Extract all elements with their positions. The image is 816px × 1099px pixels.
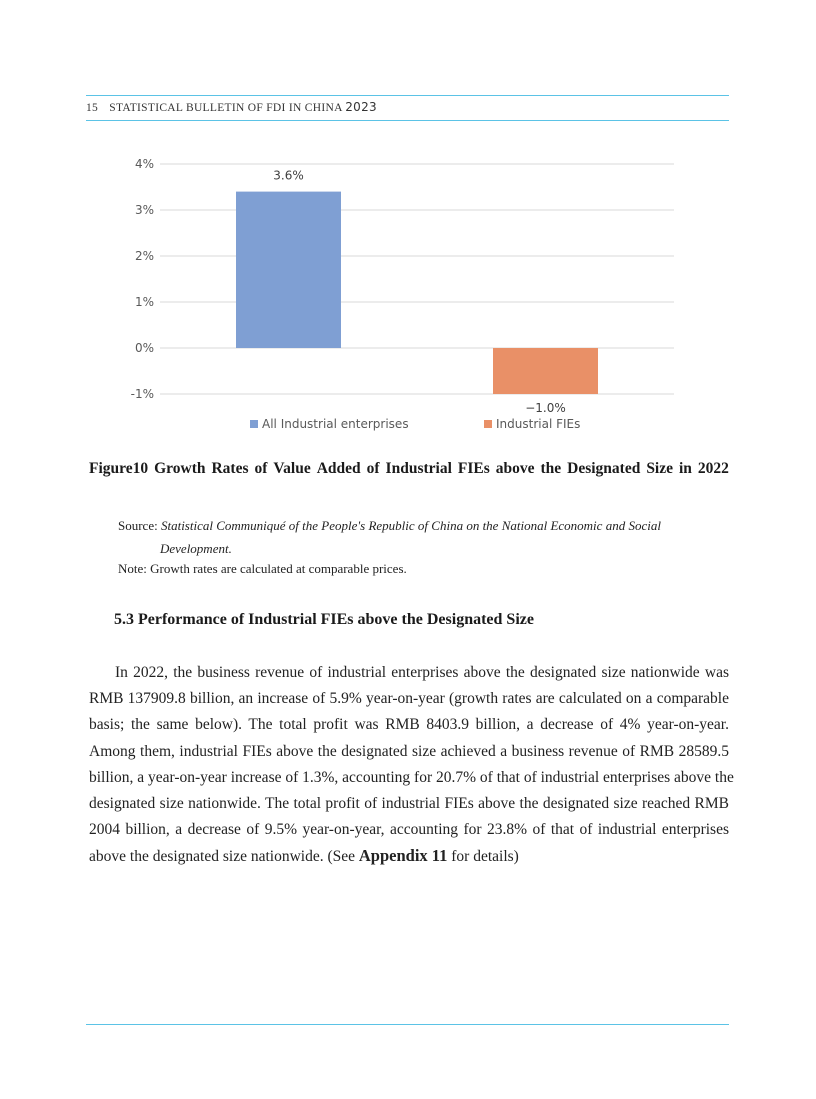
publication-year: 2023 <box>345 100 377 114</box>
appendix-reference: Appendix 11 <box>358 846 448 866</box>
y-tick-label: 4% <box>134 157 154 171</box>
legend-swatch <box>250 420 258 428</box>
caption-word: Value <box>273 460 311 477</box>
caption-word: the <box>540 460 562 477</box>
caption-word: Industrial <box>385 460 452 477</box>
bar <box>236 192 341 348</box>
running-header <box>86 95 729 121</box>
paragraph-text: for details) <box>447 848 519 866</box>
publication-title: STATISTICAL BULLETIN OF FDI IN CHINA <box>109 102 343 114</box>
caption-word: Figure10 <box>89 460 149 477</box>
y-tick-label: 3% <box>134 203 154 217</box>
paragraph-line: In 2022, the business revenue of industrial enterprises above the designated size nationwide was <box>115 664 729 681</box>
caption-word: Designated <box>567 460 641 477</box>
growth-rate-bar-chart <box>86 150 726 440</box>
legend-swatch <box>484 420 492 428</box>
legend-label: All Industrial enterprises <box>262 417 409 431</box>
caption-word: Growth <box>154 460 206 477</box>
bar <box>493 348 598 394</box>
paragraph-line-last <box>89 843 729 870</box>
paragraph-text: above the designated size nationwide. (See <box>89 848 359 866</box>
caption-word: in <box>678 460 692 477</box>
y-tick-label: 1% <box>134 295 154 309</box>
y-tick-label: 2% <box>134 249 154 263</box>
page-number: 15 <box>86 102 99 114</box>
source-text-line2: Development. <box>160 541 232 556</box>
paragraph-line: Among them, industrial FIEs above the designated size achieved a business revenue of RMB 28589.5 <box>89 742 729 760</box>
data-label: 3.6% <box>273 168 304 183</box>
source-label: Source: <box>118 518 158 533</box>
source-text-line1: Statistical Communiqué of the People's Republic of China on the National Economic and Social <box>160 518 661 533</box>
caption-word: 2022 <box>697 460 729 477</box>
paragraph-line: designated size nationwide. The total profit of industrial FIEs above the designated size reached RMB <box>89 795 729 813</box>
paragraph-line: 2004 billion, a decrease of 9.5% year-on-year, accounting for 23.8% of that of industrial enterprises <box>89 821 729 839</box>
y-tick-label: 0% <box>134 341 154 355</box>
note-text: Note: Growth rates are calculated at comparable prices. <box>118 561 407 576</box>
y-tick-label: -1% <box>130 387 154 401</box>
caption-word: FIEs <box>457 460 490 477</box>
section-title: 5.3 Performance of Industrial FIEs above the Designated Size <box>114 611 534 628</box>
legend-label: Industrial FIEs <box>496 417 581 431</box>
footer-rule <box>86 1024 729 1025</box>
caption-word: Size <box>646 460 673 477</box>
caption-word: of <box>254 460 268 477</box>
paragraph-line: basis; the same below). The total profit was RMB 8403.9 billion, a decrease of 4% year-on-year. <box>89 716 729 734</box>
caption-word: of <box>366 460 380 477</box>
data-label: −1.0% <box>525 401 566 415</box>
figure-caption <box>89 460 729 478</box>
source-note <box>118 514 728 560</box>
body-paragraph <box>89 660 734 871</box>
caption-word: above <box>495 460 535 477</box>
caption-word: Added <box>316 460 361 477</box>
paragraph-line: billion, a year-on-year increase of 1.3%, accounting for 20.7% of that of industrial enterprises above the <box>89 768 734 786</box>
caption-word: Rates <box>211 460 249 477</box>
paragraph-line: RMB 137909.8 billion, an increase of 5.9% year-on-year (growth rates are calculated on a comparable <box>89 690 729 708</box>
